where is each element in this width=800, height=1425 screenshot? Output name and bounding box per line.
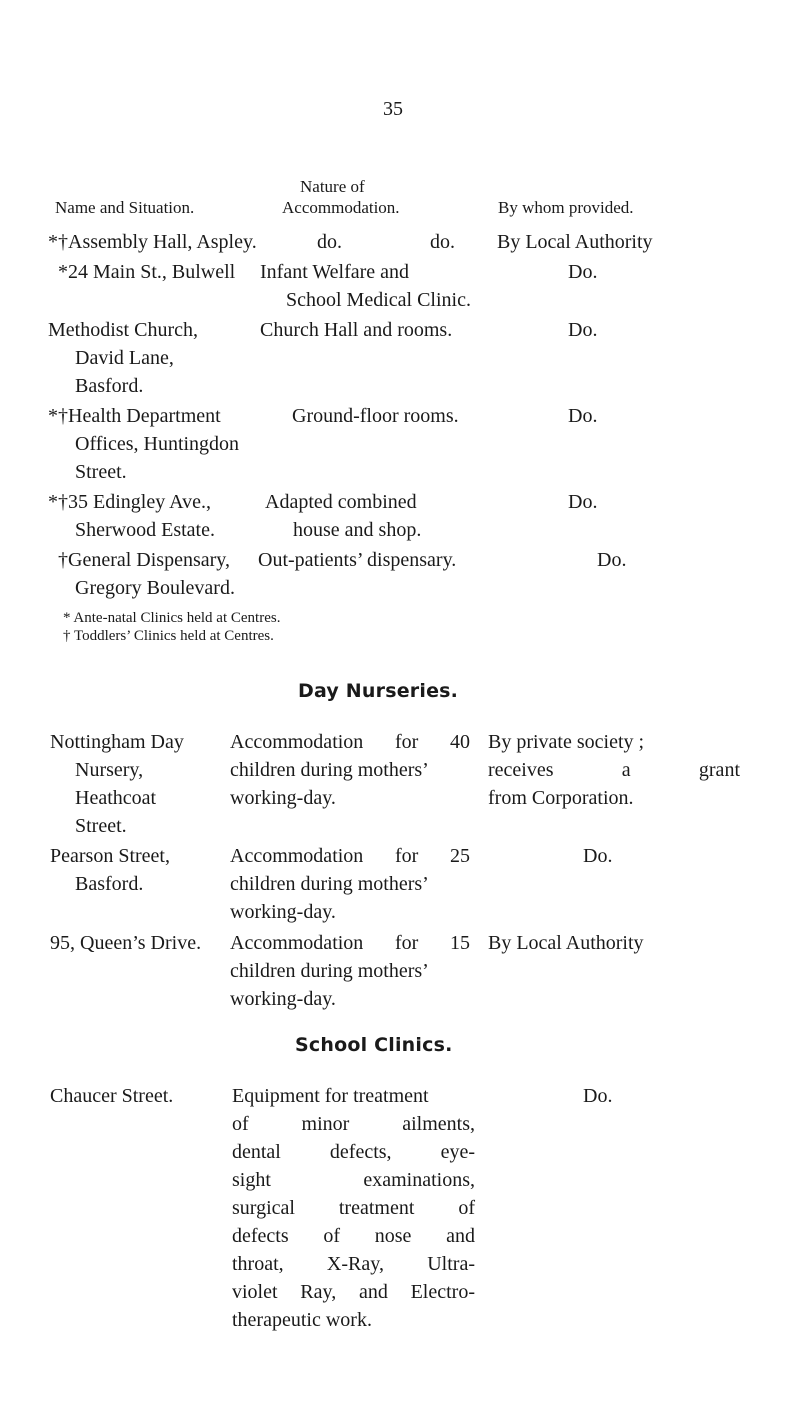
row-5-name-line2: Gregory Boulevard. [75, 577, 235, 599]
header-name: Name and Situation. [55, 198, 195, 217]
row-1-name: *24 Main St., Bulwell [58, 261, 236, 283]
dn-row-2-nature-line2: children during mothers’ [230, 960, 429, 982]
row-2-name-line3: Basford. [75, 375, 144, 397]
row-4-provider: Do. [568, 491, 598, 513]
row-5-nature: Out-patients’ dispensary. [258, 549, 457, 571]
dn-row-0-name-line1: Nottingham Day [50, 731, 184, 753]
sc-row-0-provider: Do. [583, 1085, 613, 1107]
row-3-nature: Ground-floor rooms. [292, 405, 459, 427]
footnote-antenatal: * Ante-natal Clinics held at Centres. [63, 610, 281, 626]
row-4-name-line1: *†35 Edingley Ave., [48, 491, 211, 513]
row-1-provider: Do. [568, 261, 598, 283]
dn-row-0-name-line3: Heathcoat [75, 787, 157, 809]
school-clinics-title: School Clinics. [295, 1034, 453, 1056]
footnote-toddlers: † Toddlers’ Clinics held at Centres. [63, 628, 274, 644]
header-nature-line2: Accommodation. [282, 198, 400, 217]
sc-row-0-name: Chaucer Street. [50, 1085, 174, 1107]
row-4-nature-line2: house and shop. [293, 519, 422, 541]
dn-row-0-nature-line2: children during mothers’ [230, 759, 429, 781]
row-2-name-line2: David Lane, [75, 347, 174, 369]
sc-row-0-nature-line7: throat, X-Ray, Ultra- [232, 1253, 475, 1275]
row-5-name-line1: †General Dispensary, [58, 549, 230, 571]
row-3-provider: Do. [568, 405, 598, 427]
dn-row-0-name-line2: Nursery, [75, 759, 144, 781]
dn-row-0-provider-line2: receives a grant [488, 759, 740, 781]
row-3-name-line3: Street. [75, 461, 127, 483]
row-4-nature-line1: Adapted combined [265, 491, 417, 513]
row-2-nature: Church Hall and rooms. [260, 319, 453, 341]
row-3-name-line1: *†Health Department [48, 405, 221, 427]
row-0-name: *†Assembly Hall, Aspley. [48, 231, 257, 253]
sc-row-0-nature-line3: dental defects, eye- [232, 1141, 475, 1163]
sc-row-0-nature-line9: therapeutic work. [232, 1309, 372, 1331]
dn-row-0-name-line4: Street. [75, 815, 127, 837]
dn-row-1-provider: Do. [583, 845, 613, 867]
sc-row-0-nature-line8: violet Ray, and Electro- [232, 1281, 475, 1303]
row-0-nature-a: do. [317, 231, 342, 253]
dn-row-1-name-line2: Basford. [75, 873, 144, 895]
row-0-nature-b: do. [430, 231, 455, 253]
day-nurseries-title: Day Nurseries. [298, 680, 459, 702]
dn-row-0-nature-line3: working-day. [230, 787, 336, 809]
row-2-name-line1: Methodist Church, [48, 319, 198, 341]
dn-row-2-name: 95, Queen’s Drive. [50, 932, 202, 954]
dn-row-1-nature-line1: Accommodation for 25 [230, 845, 470, 867]
dn-row-1-nature-line3: working-day. [230, 901, 336, 923]
dn-row-0-nature-line1: Accommodation for 40 [230, 731, 470, 753]
sc-row-0-nature-line1: Equipment for treatment [232, 1085, 429, 1107]
page-number: 35 [383, 98, 403, 120]
dn-row-0-provider-line1: By private society ; [488, 731, 645, 753]
row-1-nature-line1: Infant Welfare and [260, 261, 410, 283]
row-0-provider: By Local Authority [497, 231, 653, 253]
row-3-name-line2: Offices, Huntingdon [75, 433, 240, 455]
row-5-provider: Do. [597, 549, 627, 571]
sc-row-0-nature-line4: sight examinations, [232, 1169, 475, 1191]
dn-row-1-name-line1: Pearson Street, [50, 845, 170, 867]
row-2-provider: Do. [568, 319, 598, 341]
dn-row-2-nature-line1: Accommodation for 15 [230, 932, 470, 954]
row-4-name-line2: Sherwood Estate. [75, 519, 215, 541]
sc-row-0-nature-line6: defects of nose and [232, 1225, 475, 1247]
dn-row-1-nature-line2: children during mothers’ [230, 873, 429, 895]
sc-row-0-nature-line5: surgical treatment of [232, 1197, 475, 1219]
dn-row-0-provider-line3: from Corporation. [488, 787, 634, 809]
row-1-nature-line2: School Medical Clinic. [286, 289, 471, 311]
sc-row-0-nature-line2: of minor ailments, [232, 1113, 475, 1135]
dn-row-2-provider: By Local Authority [488, 932, 644, 954]
dn-row-2-nature-line3: working-day. [230, 988, 336, 1010]
header-provider: By whom provided. [498, 198, 634, 217]
header-nature-line1: Nature of [300, 177, 365, 196]
